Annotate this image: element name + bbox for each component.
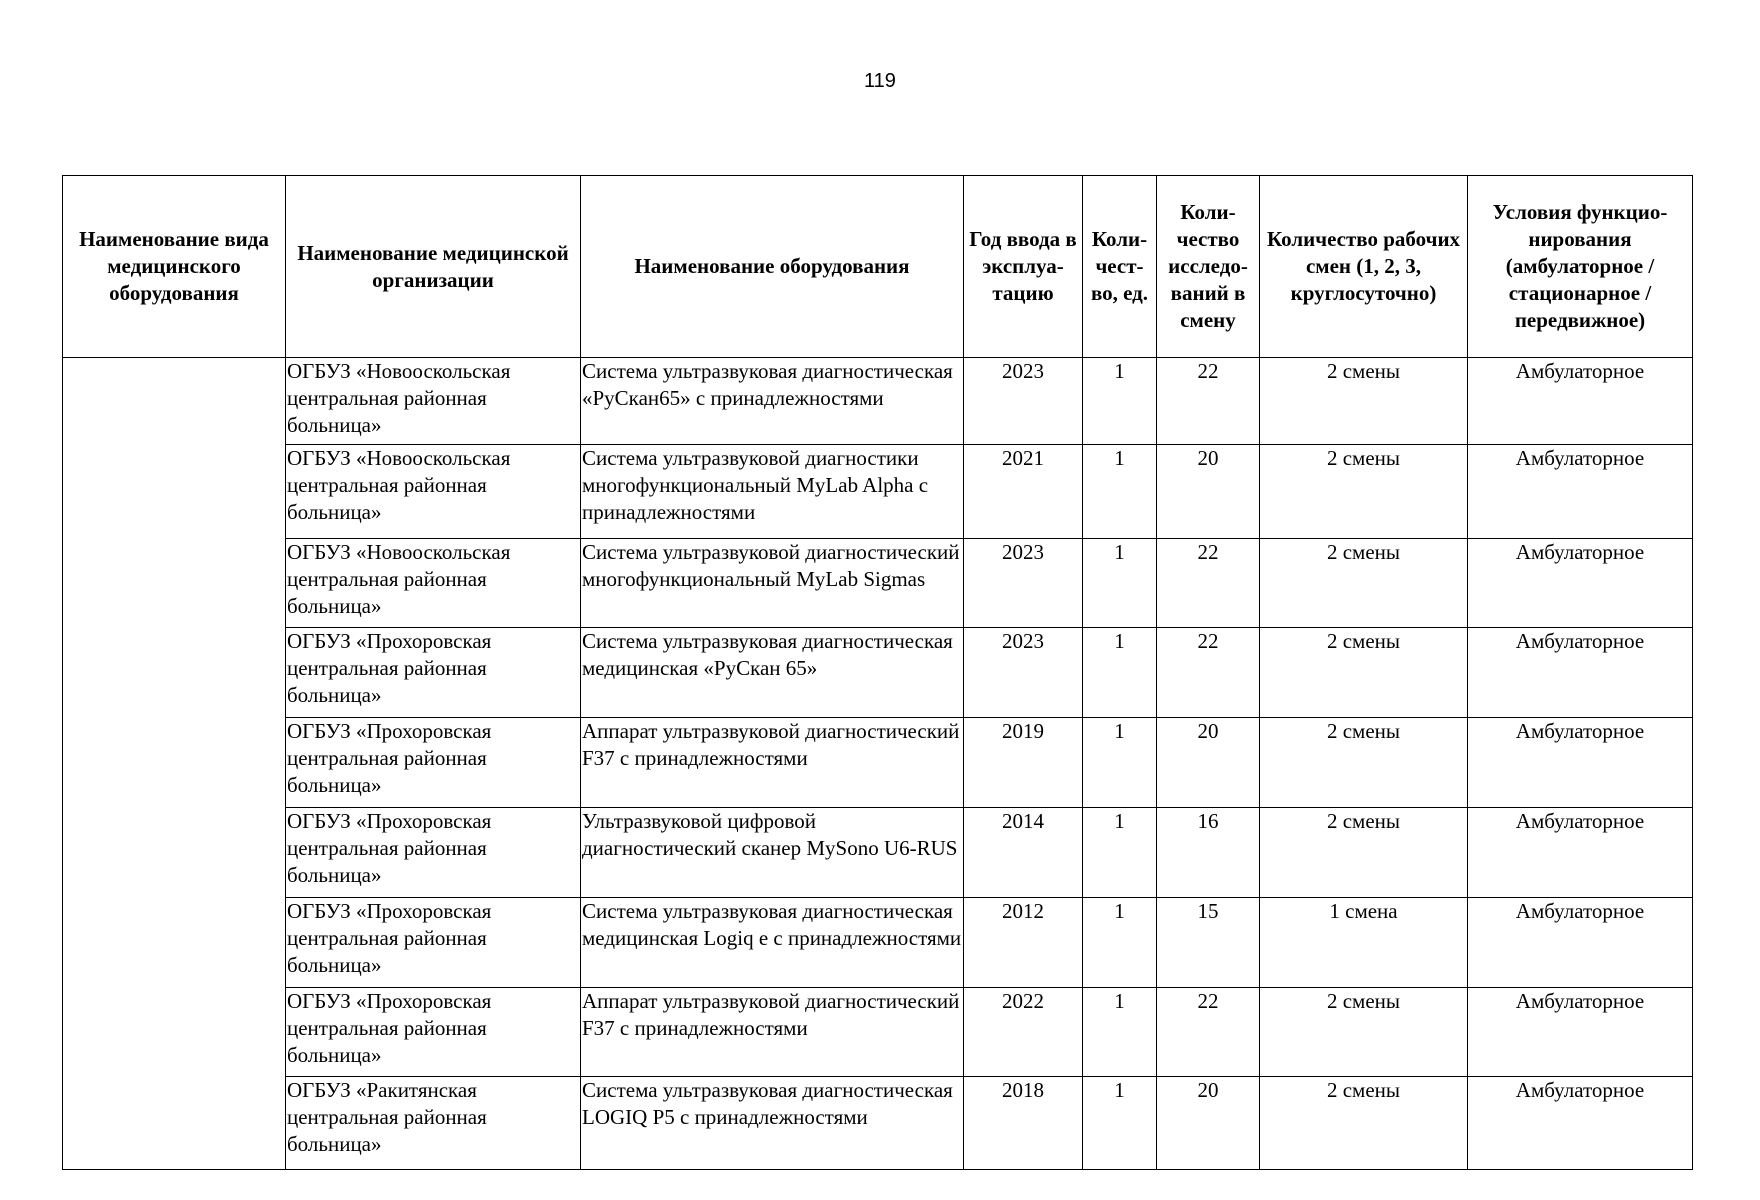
shifts-cell: 2 смены — [1260, 718, 1468, 808]
studies-cell: 20 — [1157, 718, 1260, 808]
table-row — [63, 628, 1693, 718]
equipment-cell: Система ультразвуковая диагностическая медицинская «РуСкан 65» — [581, 628, 964, 718]
year-cell: 2023 — [964, 358, 1083, 445]
shifts-cell: 2 смены — [1260, 988, 1468, 1077]
year-cell: 2023 — [964, 628, 1083, 718]
equipment-table — [62, 175, 1693, 1170]
shifts-cell: 2 смены — [1260, 445, 1468, 539]
table-row — [63, 808, 1693, 898]
conditions-cell: Амбулаторное — [1468, 898, 1693, 988]
equipment-cell: Ультразвуковой цифровой диагностический сканер MySono U6-RUS — [581, 808, 964, 898]
shifts-cell: 2 смены — [1260, 358, 1468, 445]
qty-cell: 1 — [1083, 628, 1157, 718]
table-row — [63, 539, 1693, 628]
qty-cell: 1 — [1083, 898, 1157, 988]
qty-cell: 1 — [1083, 988, 1157, 1077]
conditions-cell: Амбулаторное — [1468, 358, 1693, 445]
qty-cell: 1 — [1083, 445, 1157, 539]
org-cell: ОГБУЗ «Прохоровская центральная районная больница» — [286, 898, 581, 988]
year-cell: 2019 — [964, 718, 1083, 808]
header-equipment-name: Наименование оборудования — [581, 176, 964, 358]
equipment-cell: Система ультразвуковая диагностическая LOGIQ P5 с принадлежностями — [581, 1077, 964, 1170]
header-organization: Наименование медицинской организации — [286, 176, 581, 358]
year-cell: 2018 — [964, 1077, 1083, 1170]
qty-cell: 1 — [1083, 808, 1157, 898]
table-header-row — [63, 176, 1693, 358]
shifts-cell: 2 смены — [1260, 628, 1468, 718]
equipment-type-cell — [63, 358, 286, 1170]
studies-cell: 20 — [1157, 1077, 1260, 1170]
conditions-cell: Амбулаторное — [1468, 988, 1693, 1077]
conditions-cell: Амбулаторное — [1468, 445, 1693, 539]
qty-cell: 1 — [1083, 1077, 1157, 1170]
studies-cell: 22 — [1157, 988, 1260, 1077]
conditions-cell: Амбулаторное — [1468, 628, 1693, 718]
conditions-cell: Амбулаторное — [1468, 718, 1693, 808]
table-row — [63, 898, 1693, 988]
studies-cell: 22 — [1157, 358, 1260, 445]
header-conditions: Условия функцио-нирования (амбулаторное / стационарное / передвижное) — [1468, 176, 1693, 358]
qty-cell: 1 — [1083, 718, 1157, 808]
table-row — [63, 1077, 1693, 1170]
org-cell: ОГБУЗ «Новооскольская центральная районная больница» — [286, 445, 581, 539]
org-cell: ОГБУЗ «Ракитянская центральная районная больница» — [286, 1077, 581, 1170]
conditions-cell: Амбулаторное — [1468, 1077, 1693, 1170]
table-row — [63, 445, 1693, 539]
table-row — [63, 718, 1693, 808]
studies-cell: 22 — [1157, 539, 1260, 628]
year-cell: 2021 — [964, 445, 1083, 539]
header-studies-per-shift: Коли-чество исследо-ваний в смену — [1157, 176, 1260, 358]
shifts-cell: 2 смены — [1260, 808, 1468, 898]
page-number: 119 — [864, 70, 896, 92]
shifts-cell: 2 смены — [1260, 539, 1468, 628]
equipment-cell: Система ультразвуковой диагностики многофункциональный MyLab Alpha с принадлежностями — [581, 445, 964, 539]
equipment-cell: Система ультразвуковой диагностический многофункциональный MyLab Sigmas — [581, 539, 964, 628]
org-cell: ОГБУЗ «Прохоровская центральная районная больница» — [286, 718, 581, 808]
conditions-cell: Амбулаторное — [1468, 539, 1693, 628]
qty-cell: 1 — [1083, 358, 1157, 445]
org-cell: ОГБУЗ «Прохоровская центральная районная больница» — [286, 988, 581, 1077]
year-cell: 2012 — [964, 898, 1083, 988]
year-cell: 2014 — [964, 808, 1083, 898]
equipment-cell: Аппарат ультразвуковой диагностический F37 с принадлежностями — [581, 988, 964, 1077]
header-equipment-type: Наименование вида медицинского оборудования — [63, 176, 286, 358]
studies-cell: 22 — [1157, 628, 1260, 718]
org-cell: ОГБУЗ «Прохоровская центральная районная больница» — [286, 808, 581, 898]
conditions-cell: Амбулаторное — [1468, 808, 1693, 898]
equipment-cell: Система ультразвуковая диагностическая «РуСкан65» с принадлежностями — [581, 358, 964, 445]
shifts-cell: 1 смена — [1260, 898, 1468, 988]
equipment-cell: Аппарат ультразвуковой диагностический F37 с принадлежностями — [581, 718, 964, 808]
org-cell: ОГБУЗ «Прохоровская центральная районная больница» — [286, 628, 581, 718]
table-row — [63, 358, 1693, 445]
header-quantity: Коли-чест-во, ед. — [1083, 176, 1157, 358]
header-year: Год ввода в эксплуа-тацию — [964, 176, 1083, 358]
year-cell: 2023 — [964, 539, 1083, 628]
org-cell: ОГБУЗ «Новооскольская центральная районная больница» — [286, 358, 581, 445]
table-row — [63, 988, 1693, 1077]
header-shifts: Количество рабочих смен (1, 2, 3, круглосуточно) — [1260, 176, 1468, 358]
studies-cell: 16 — [1157, 808, 1260, 898]
qty-cell: 1 — [1083, 539, 1157, 628]
studies-cell: 15 — [1157, 898, 1260, 988]
equipment-cell: Система ультразвуковая диагностическая медицинская Logiq e с принадлежностями — [581, 898, 964, 988]
year-cell: 2022 — [964, 988, 1083, 1077]
studies-cell: 20 — [1157, 445, 1260, 539]
shifts-cell: 2 смены — [1260, 1077, 1468, 1170]
org-cell: ОГБУЗ «Новооскольская центральная районная больница» — [286, 539, 581, 628]
